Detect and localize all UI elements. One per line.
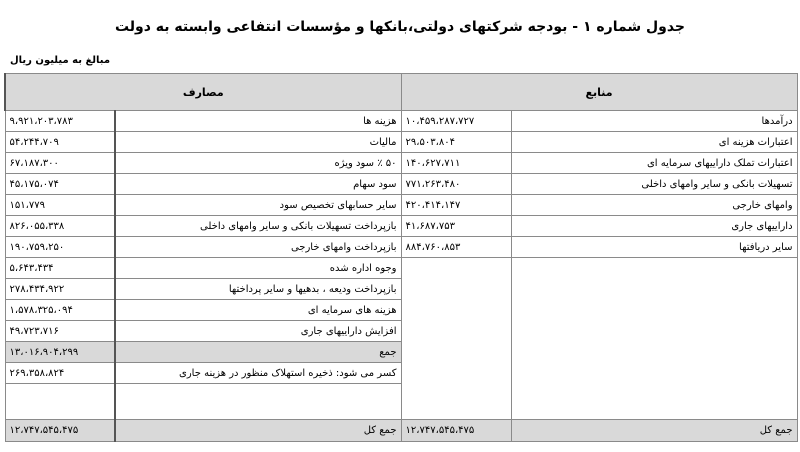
expense-label: هزینه های سرمایه ای (115, 300, 401, 321)
expense-label: بازپرداخت تسهیلات بانکی و سایر وامهای داخلی (115, 216, 401, 237)
expense-label: وجوه اداره شده (115, 258, 401, 279)
source-value: ۷۷۱،۲۶۳،۴۸۰ (401, 174, 511, 195)
table-row (5, 153, 797, 174)
source-value (401, 279, 511, 300)
source-label (511, 279, 797, 300)
source-label: وامهای خارجی (511, 195, 797, 216)
table-row (5, 300, 797, 321)
expense-total-label: جمع کل (115, 420, 401, 442)
source-value (401, 321, 511, 342)
table-row (5, 111, 797, 132)
expense-value: ۸۲۶،۰۵۵،۳۳۸ (5, 216, 115, 237)
expense-label: بازپرداخت ودیعه ، بدهیها و سایر پرداختها (115, 279, 401, 300)
source-label (511, 321, 797, 342)
source-label: اعتبارات هزینه ای (511, 132, 797, 153)
total-row (5, 420, 797, 442)
source-total-label: جمع کل (511, 420, 797, 442)
source-value (401, 342, 511, 363)
expense-value: ۱۵۱،۷۷۹ (5, 195, 115, 216)
empty-cell (511, 384, 797, 420)
table-row (5, 195, 797, 216)
empty-cell (115, 384, 401, 420)
source-value (401, 300, 511, 321)
header-row (5, 74, 797, 111)
source-label: تسهیلات بانکی و سایر وامهای داخلی (511, 174, 797, 195)
source-value: ۴۱،۶۸۷،۷۵۳ (401, 216, 511, 237)
budget-table (4, 73, 798, 442)
table-row (5, 237, 797, 258)
source-total-value: ۱۲،۷۴۷،۵۴۵،۴۷۵ (401, 420, 511, 442)
source-label (511, 258, 797, 279)
expense-label: افزایش داراییهای جاری (115, 321, 401, 342)
source-value: ۲۹،۵۰۳،۸۰۴ (401, 132, 511, 153)
expense-label: سایر حسابهای تخصیص سود (115, 195, 401, 216)
expense-value: ۹،۹۲۱،۲۰۳،۷۸۳ (5, 111, 115, 132)
table-row (5, 279, 797, 300)
table-row (5, 216, 797, 237)
source-value (401, 363, 511, 384)
source-value: ۸۸۴،۷۶۰،۸۵۳ (401, 237, 511, 258)
table-row (5, 174, 797, 195)
empty-cell (401, 384, 511, 420)
expense-value: ۵،۶۴۳،۴۳۴ (5, 258, 115, 279)
expense-label: بازپرداخت وامهای خارجی (115, 237, 401, 258)
table-row (5, 342, 797, 363)
expense-value: ۱۹۰،۷۵۹،۲۵۰ (5, 237, 115, 258)
expense-label: جمع (115, 342, 401, 363)
expense-value: ۴۵،۱۷۵،۰۷۴ (5, 174, 115, 195)
table-row (5, 132, 797, 153)
empty-cell (5, 384, 115, 420)
table-title: جدول شماره ۱ - بودجه شرکتهای دولتی،بانکها و مؤسسات انتفاعی وابسته به دولت (114, 19, 686, 35)
source-value: ۱۴۰،۶۲۷،۷۱۱ (401, 153, 511, 174)
source-label: سایر دریافتها (511, 237, 797, 258)
source-label: اعتبارات تملک داراییهای سرمایه ای (511, 153, 797, 174)
source-value: ۱۰،۴۵۹،۲۸۷،۷۲۷ (401, 111, 511, 132)
expense-label: هزینه ها (115, 111, 401, 132)
table-row (5, 321, 797, 342)
expense-label: کسر می شود: ذخیره استهلاک منظور در هزینه جاری (115, 363, 401, 384)
spacer-row (5, 384, 797, 420)
expense-label: مالیات (115, 132, 401, 153)
source-label (511, 342, 797, 363)
expense-total-value: ۱۲،۷۴۷،۵۴۵،۴۷۵ (5, 420, 115, 442)
source-label (511, 300, 797, 321)
source-value: ۴۲۰،۴۱۴،۱۴۷ (401, 195, 511, 216)
sources-header: منابع (401, 74, 797, 111)
table-row (5, 258, 797, 279)
expense-value: ۲۶۹،۳۵۸،۸۲۴ (5, 363, 115, 384)
source-value (401, 258, 511, 279)
expense-value: ۱،۵۷۸،۳۲۵،۰۹۴ (5, 300, 115, 321)
expense-value: ۶۷،۱۸۷،۳۰۰ (5, 153, 115, 174)
source-label: درآمدها (511, 111, 797, 132)
expense-label: ۵۰ ٪ سود ویژه (115, 153, 401, 174)
expense-value: ۱۳،۰۱۶،۹۰۴،۲۹۹ (5, 342, 115, 363)
unit-note: مبالغ به میلیون ریال (10, 55, 111, 66)
source-label: داراییهای جاری (511, 216, 797, 237)
expense-value: ۴۹،۷۲۳،۷۱۶ (5, 321, 115, 342)
expense-value: ۲۷۸،۴۳۴،۹۲۲ (5, 279, 115, 300)
expenses-header: مصارف (5, 74, 401, 111)
table-row (5, 363, 797, 384)
expense-label: سود سهام (115, 174, 401, 195)
expense-value: ۵۴،۲۴۴،۷۰۹ (5, 132, 115, 153)
source-label (511, 363, 797, 384)
